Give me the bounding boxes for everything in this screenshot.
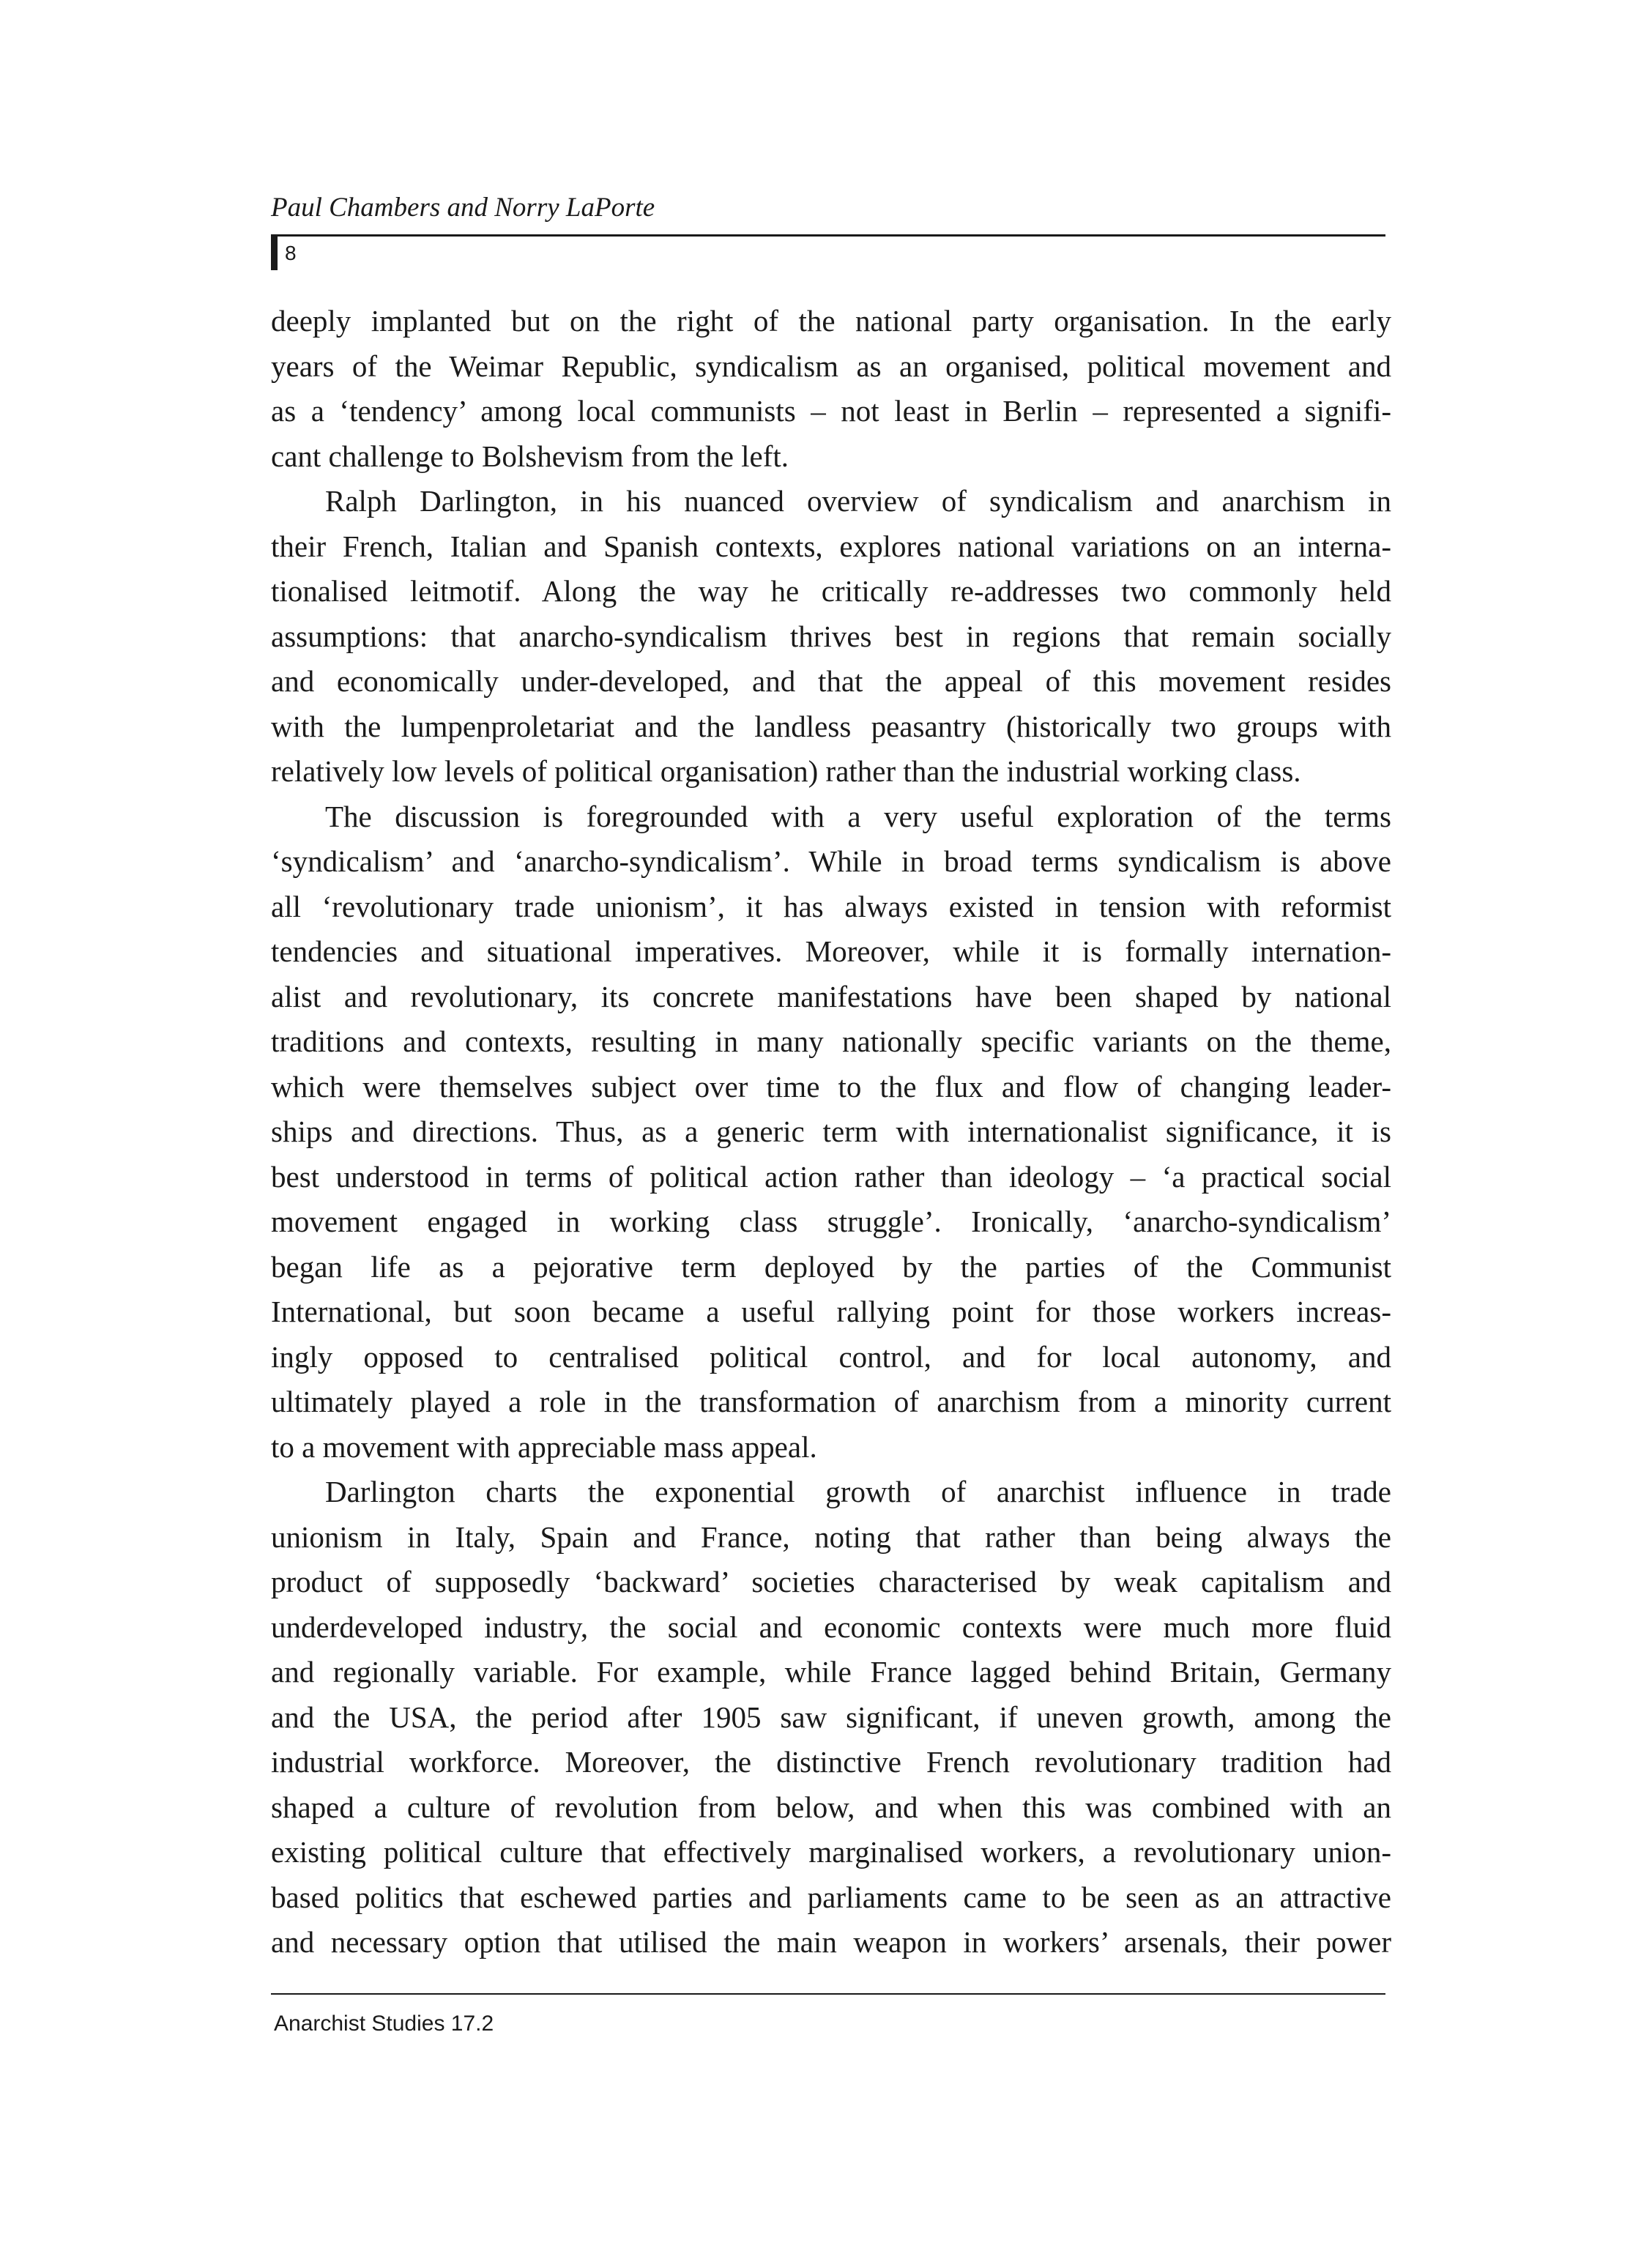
text-line: relatively low levels of political organisation) rather than the industrial working class. [271,754,1301,788]
text-line: tionalised leitmotif. Along the way he critically re-addresses two commonly held [271,574,1391,608]
text-line: assumptions: that anarcho-syndicalism thrives best in regions that remain socially [271,619,1391,653]
paragraph [271,794,1391,1470]
text-line: product of supposedly ‘backward’ societies characterised by weak capitalism and [271,1565,1391,1599]
text-line: alist and revolutionary, its concrete manifestations have been shaped by national [271,979,1391,1013]
text-line: and the USA, the period after 1905 saw significant, if uneven growth, among the [271,1700,1391,1734]
text-line: unionism in Italy, Spain and France, noting that rather than being always the [271,1519,1391,1554]
text-line: their French, Italian and Spanish contexts, explores national variations on an interna- [271,529,1391,563]
text-line: Darlington charts the exponential growth of anarchist influence in trade [325,1475,1391,1508]
page-number-block [271,234,297,272]
journal-footer: Anarchist Studies 17.2 [274,2011,494,2036]
text-line: ships and directions. Thus, as a generic term with internationalist significance, it is [271,1114,1391,1148]
body-text [271,299,1391,1965]
text-line: and regionally variable. For example, while France lagged behind Britain, Germany [271,1655,1391,1689]
text-line: which were themselves subject over time to the flux and flow of changing leader- [271,1069,1391,1104]
text-line: ingly opposed to centralised political control, and for local autonomy, and [271,1339,1391,1374]
text-line: existing political culture that effectively marginalised workers, a revolutionary union- [271,1835,1391,1869]
text-line: best understood in terms of political action rather than ideology – ‘a practical social [271,1159,1391,1194]
paragraph [271,299,1391,479]
text-line: based politics that eschewed parties and parliaments came to be seen as an attractive [271,1880,1391,1914]
text-line: ‘syndicalism’ and ‘anarcho-syndicalism’. While in broad terms syndicalism is above [271,844,1391,878]
text-line: as a ‘tendency’ among local communists – not least in Berlin – represented a signifi- [271,394,1391,428]
text-line: shaped a culture of revolution from below, and when this was combined with an [271,1790,1391,1824]
page-number: 8 [285,242,297,264]
text-line: all ‘revolutionary trade unionism’, it has always existed in tension with reformist [271,889,1391,923]
header-rule [271,234,1385,237]
text-line: to a movement with appreciable mass appeal. [271,1429,817,1464]
text-line: ultimately played a role in the transformation of anarchism from a minority current [271,1385,1391,1418]
page-number-marker [271,237,278,270]
text-line: and economically under-developed, and that the appeal of this movement resides [271,664,1391,698]
text-line: movement engaged in working class struggle’. Ironically, ‘anarcho-syndicalism’ [271,1205,1391,1238]
footer-rule [271,1993,1385,1995]
text-line: Ralph Darlington, in his nuanced overview of syndicalism and anarchism in [325,484,1391,518]
text-line: began life as a pejorative term deployed by the parties of the Communist [271,1249,1391,1284]
text-line: with the lumpenproletariat and the landless peasantry (historically two groups with [271,709,1391,743]
text-line: The discussion is foregrounded with a very useful exploration of the terms [325,799,1391,833]
text-line: traditions and contexts, resulting in many nationally specific variants on the theme, [271,1024,1391,1058]
paragraph [271,479,1391,794]
text-line: industrial workforce. Moreover, the distinctive French revolutionary tradition had [271,1745,1391,1779]
text-line: cant challenge to Bolshevism from the left. [271,439,789,473]
text-line: underdeveloped industry, the social and economic contexts were much more fluid [271,1609,1391,1644]
text-line: International, but soon became a useful rallying point for those workers increas- [271,1295,1391,1328]
text-line: deeply implanted but on the right of the national party organisation. In the early [271,304,1391,338]
text-line: years of the Weimar Republic, syndicalism as an organised, political movement and [271,349,1391,383]
running-head: Paul Chambers and Norry LaPorte [271,193,655,223]
text-line: tendencies and situational imperatives. Moreover, while it is formally internation- [271,934,1391,968]
paragraph [271,1470,1391,1965]
text-line: and necessary option that utilised the main weapon in workers’ arsenals, their power [271,1925,1391,1959]
